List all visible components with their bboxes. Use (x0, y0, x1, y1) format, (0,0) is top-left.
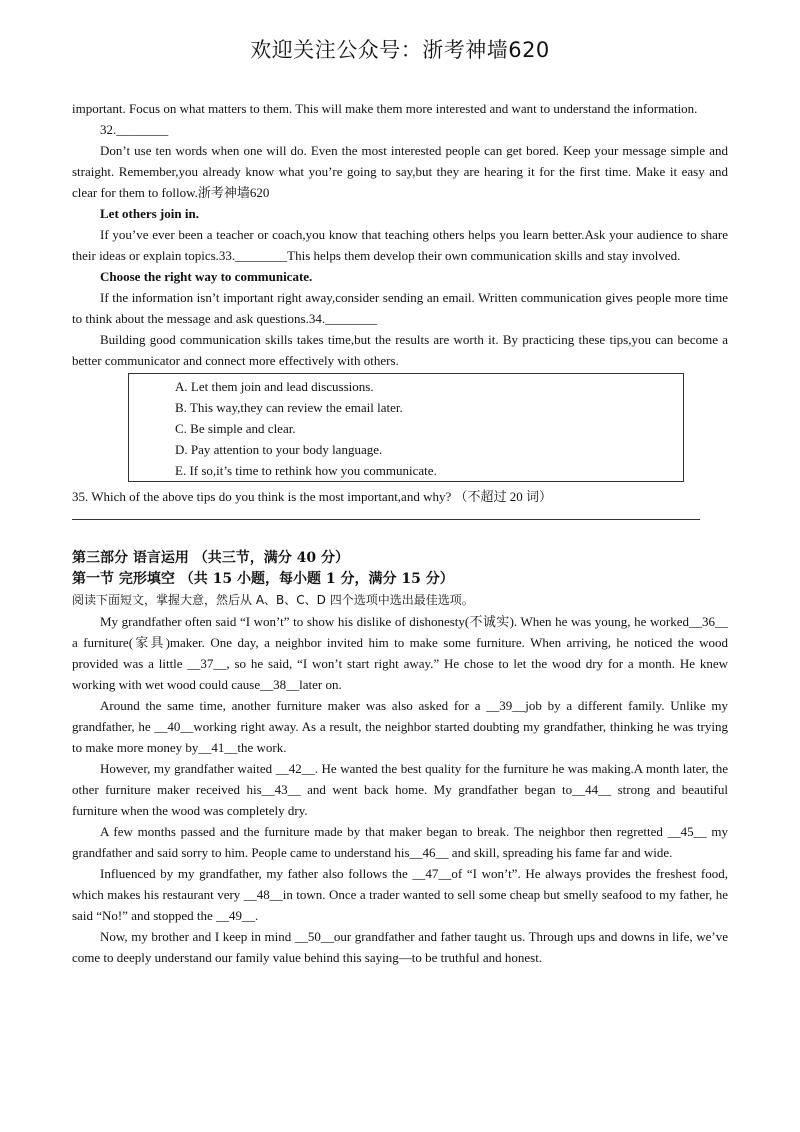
option-a: A. Let them join and lead discussions. (175, 379, 374, 394)
section-one-title: 第一节 完形填空 （共 15 小题，每小题 1 分，满分 15 分） (72, 571, 454, 587)
option-d: D. Pay attention to your body language. (175, 442, 383, 457)
cloze-paragraph-5: Influenced by my grandfather, my father also follows the __47__of “I won’t”. He always provides the freshest food, which makes his restaurant very __48__in town. Once a trader wanted to sell some cheap but smelly seafood to my father, he said “No!” and stopped the __49__. (72, 866, 728, 923)
instructions: 阅读下面短文，掌握大意，然后从 A、B、C、D 四个选项中选出最佳选项。 (72, 593, 474, 607)
option-c: C. Be simple and clear. (175, 421, 296, 436)
cloze-paragraph-6: Now, my brother and I keep in mind __50__our grandfather and father taught us. Through ups and downs in life, we’ve come to deeply understand our family value behind this saying—to be truthful and honest. (72, 929, 728, 965)
paragraph-intro: important. Focus on what matters to them. This will make them more interested and want to understand the information. (72, 101, 698, 116)
cloze-paragraph-4: A few months passed and the furniture made by that maker began to break. The neighbor then regretted __45__ my grandfather and said sorry to him. People came to understand his__46__ and skill, spreading his fame far and wide. (72, 824, 728, 860)
cloze-paragraph-2: Around the same time, another furniture maker was also asked for a __39__job by a different family. Unlike my grandfather, he __40__working right away. As a result, the neighbor started doubting my grandfather, thinking he was trying to make more money by__41__the work. (72, 698, 728, 755)
paragraph-email: If the information isn’t important right away,consider sending an email. Written communication gives people more time to think about the message and ask questions.34.________ (72, 290, 728, 326)
option-b: B. This way,they can review the email later. (175, 400, 403, 415)
paragraph-conclusion: Building good communication skills takes time,but the results are worth it. By practicing these tips,you can become a better communicator and connect more effectively with others. (72, 332, 728, 368)
question-32: 32.________ (100, 122, 169, 137)
answer-line (72, 519, 700, 520)
cloze-paragraph-3: However, my grandfather waited __42__. He wanted the best quality for the furniture he was making.A month later, the other furniture maker received his__43__ and went back home. My grandfather began to__44__ strong and beautiful furniture when the wood was completely dry. (72, 761, 728, 818)
document-body (72, 98, 728, 968)
heading-let-others-join: Let others join in. (100, 206, 199, 221)
part-three-title: 第三部分 语言运用 （共三节，满分 40 分） (72, 550, 349, 566)
page-header: 欢迎关注公众号：浙考神墙620 (250, 38, 550, 62)
paragraph-join: If you’ve ever been a teacher or coach,you know that teaching others helps you learn better.Ask your audience to share their ideas or explain topics.33.________This helps them develop their own communication skills and stay involved. (72, 227, 728, 263)
heading-choose-way: Choose the right way to communicate. (100, 269, 313, 284)
option-e: E. If so,it’s time to rethink how you communicate. (175, 463, 437, 478)
cloze-paragraph-1: My grandfather often said “I won’t” to show his dislike of dishonesty(不诚实). When he was young, he worked__36__ a furniture(家具)maker. One day, a neighbor invited him to make some furniture. When arriving, he noticed the wood provided was a little __37__, so he said, “I won’t start right away.” He chose to let the wood dry for a month. He knew working with wet wood could cause__38__later on. (72, 614, 728, 692)
paragraph-simple: Don’t use ten words when one will do. Even the most interested people can get bored. Keep your message simple and straight. Remember,you already know what you’re going to say,but they are hearing it for the first time. Make it easy and clear for them to follow.浙考神墙620 (72, 143, 728, 200)
question-35: 35. Which of the above tips do you think is the most important,and why? （不超过 20 词） (72, 489, 552, 504)
options-box (128, 373, 684, 482)
